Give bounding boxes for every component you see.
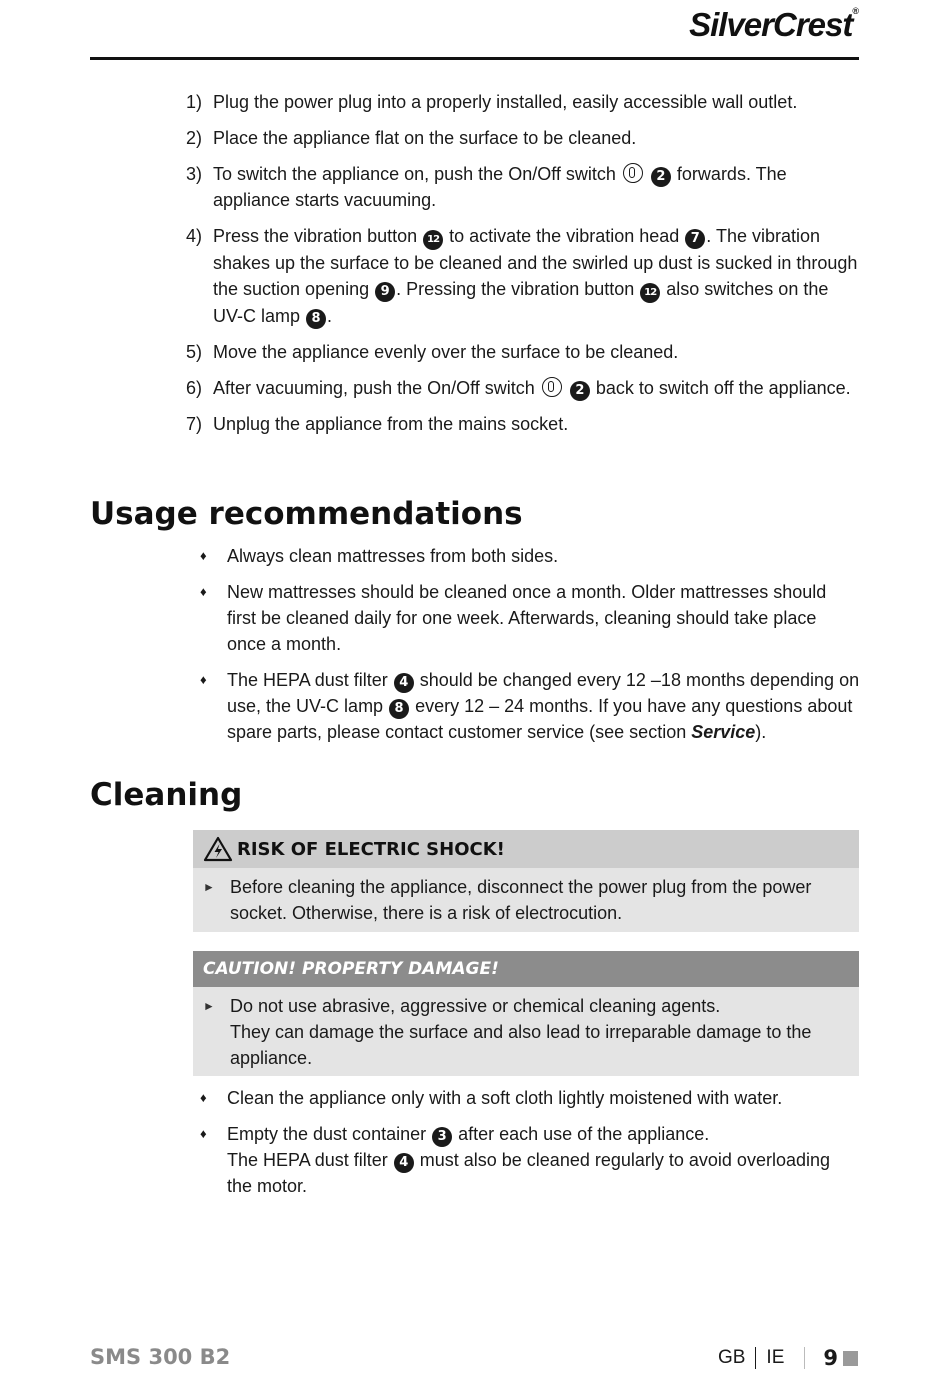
part-number-badge: 2 bbox=[651, 167, 671, 187]
step-item: 1) Plug the power plug into a properly installed, easily accessible wall outlet. bbox=[186, 92, 798, 112]
cleaning-list bbox=[200, 1085, 860, 1209]
divider bbox=[755, 1347, 756, 1369]
list-item: ♦ Clean the appliance only with a soft cloth lightly moistened with water. bbox=[200, 1088, 783, 1108]
part-number-badge: 2 bbox=[570, 381, 590, 401]
part-number-badge: 12 bbox=[640, 283, 660, 303]
part-number-badge: 4 bbox=[394, 673, 414, 693]
section-title-cleaning: Cleaning bbox=[90, 777, 243, 813]
list-item: ♦ The HEPA dust filter 4 should be changed every 12 –18 months depending on use, the UV-C lamp 8 every 12 – 24 months. If you have any questions about spare parts, please contact customer service (see section Service). bbox=[200, 670, 860, 742]
page-marker bbox=[843, 1351, 858, 1366]
warning-triangle-icon bbox=[203, 836, 233, 862]
step-item: 5) Move the appliance evenly over the surface to be cleaned. bbox=[186, 342, 679, 362]
brand-logo: SilverCrest® bbox=[689, 6, 858, 43]
caution-box: CAUTION! PROPERTY DAMAGE! ► Do not use abrasive, aggressive or chemical cleaning agents. They can damage the surface and also lead to irreparable damage to the appliance. bbox=[193, 951, 859, 1076]
part-number-badge: 7 bbox=[685, 229, 705, 249]
part-number-badge: 3 bbox=[432, 1127, 452, 1147]
step-item: 4) Press the vibration button 12 to activate the vibration head 7 . The vibration shakes up the surface to be cleaned and the swirled up dust is sucked in through the suction opening 9 . Pressing the vibration button 12 also switches on the UV-C lamp 8 . bbox=[186, 223, 858, 329]
service-reference: Service bbox=[691, 722, 756, 742]
on-off-switch-icon bbox=[542, 377, 562, 397]
on-off-switch-icon bbox=[623, 163, 643, 183]
page-number: 9 bbox=[823, 1346, 838, 1370]
part-number-badge: 8 bbox=[389, 699, 409, 719]
country-code: IE bbox=[766, 1347, 785, 1368]
country-code: GB bbox=[717, 1347, 746, 1368]
divider bbox=[804, 1347, 805, 1369]
part-number-badge: 9 bbox=[375, 282, 395, 302]
caution-line: Do not use abrasive, aggressive or chemical cleaning agents. bbox=[230, 996, 721, 1016]
caution-heading: CAUTION! PROPERTY DAMAGE! bbox=[193, 951, 859, 987]
part-number-badge: 8 bbox=[306, 309, 326, 329]
page-footer bbox=[718, 1346, 858, 1370]
risk-text: Before cleaning the appliance, disconnect the power plug from the power socket. Otherwise, there is a risk of electrocution. bbox=[230, 877, 812, 923]
part-number-badge: 4 bbox=[394, 1153, 414, 1173]
step-item: 7) Unplug the appliance from the mains socket. bbox=[186, 414, 569, 434]
list-item: ♦ New mattresses should be cleaned once a month. Older mattresses should first be cleaned daily for one week. Afterwards, cleaning should take place once a month. bbox=[200, 582, 827, 654]
part-number-badge: 12 bbox=[423, 230, 443, 250]
risk-heading: RISK OF ELECTRIC SHOCK! bbox=[237, 838, 505, 860]
usage-list bbox=[200, 543, 860, 755]
steps-list bbox=[186, 89, 858, 447]
step-item: 3) To switch the appliance on, push the On/Off switch 2 forwards. The appliance starts vacuuming. bbox=[186, 164, 787, 210]
section-title-usage: Usage recommendations bbox=[90, 496, 523, 532]
list-item: ♦ Always clean mattresses from both sides. bbox=[200, 546, 559, 566]
model-number: SMS 300 B2 bbox=[90, 1345, 231, 1369]
header-rule bbox=[90, 57, 859, 60]
caution-line: They can damage the surface and also lead to irreparable damage to the appliance. bbox=[230, 1022, 812, 1068]
list-item: ♦ Empty the dust container 3 after each use of the appliance. The HEPA dust filter 4 must also be cleaned regularly to avoid overloading the motor. bbox=[200, 1124, 830, 1196]
step-item: 6) After vacuuming, push the On/Off switch 2 back to switch off the appliance. bbox=[186, 375, 858, 401]
risk-warning-box: RISK OF ELECTRIC SHOCK! ► Before cleaning the appliance, disconnect the power plug from the power socket. Otherwise, there is a risk of electrocution. bbox=[193, 830, 859, 932]
step-item: 2) Place the appliance flat on the surface to be cleaned. bbox=[186, 128, 637, 148]
